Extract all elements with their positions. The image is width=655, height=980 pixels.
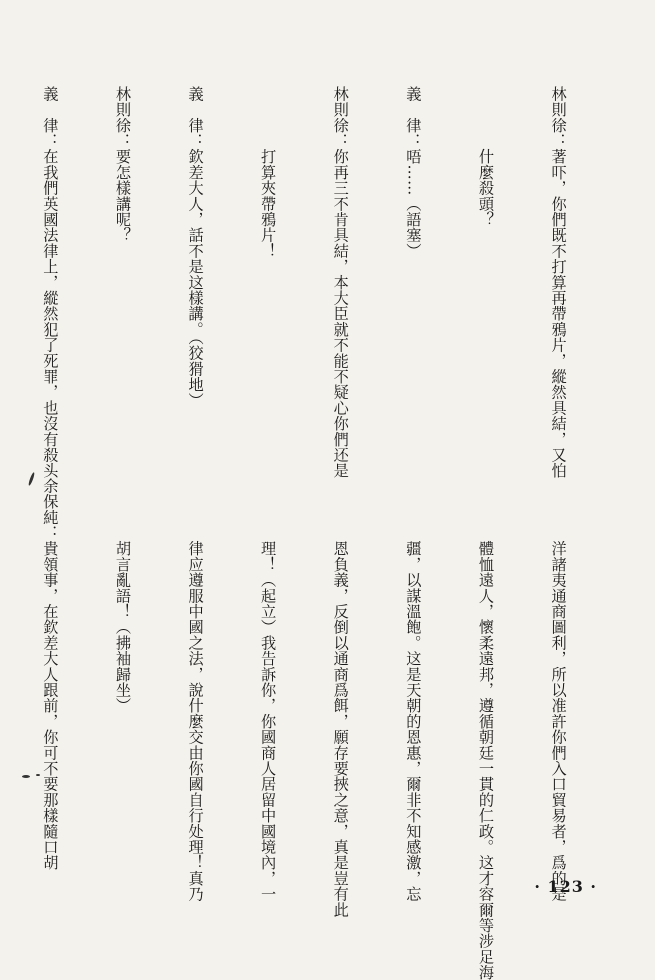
script-line: 義 律：欽差大人，話不是这樣講。（狡猾地） — [186, 86, 205, 409]
script-line: 義 律：唔……（語塞） — [404, 86, 423, 259]
script-line: 體恤遠人，懷柔遠邦，遵循朝廷一貫的仁政。这才容爾等涉足海 — [476, 478, 495, 980]
script-line: 林則徐：你再三不肯具結，本大臣就不能不疑心你們还是 — [331, 86, 350, 479]
scan-speck — [22, 775, 30, 778]
scan-speck — [36, 774, 40, 776]
script-line: 洋諸夷通商圖利，所以准許你們入口貿易者，爲的是 — [549, 478, 568, 902]
script-line: 恩負義，反倒以通商爲餌，願存要挾之意，真是豈有此 — [331, 478, 350, 918]
script-line: 打算夾帶鴉片！ — [259, 86, 278, 259]
script-line: 疆，以謀溫飽。这是天朝的恩惠，爾非不知感激，忘 — [404, 478, 423, 902]
script-line: 義 律：在我們英國法律上，縱然犯了死罪，也沒有殺头 — [41, 86, 60, 479]
script-line: 林則徐：著吓，你們既不打算再帶鴉片，縱然具結，又怕 — [549, 86, 568, 479]
page-number: · 123 · — [534, 877, 597, 896]
script-line: 胡言亂語！（拂袖歸坐） — [113, 478, 132, 714]
script-line: 理！（起立）我告訴你，你國商人居留中國境內，一 — [259, 478, 278, 902]
script-line: 什麼殺頭？ — [476, 86, 495, 228]
script-line: 林則徐：要怎樣講呢？ — [113, 86, 132, 243]
script-line: 余保純：貴領事，在欽差大人跟前，你可不要那樣隨口胡 — [41, 478, 60, 871]
upper-text-block — [0, 86, 619, 479]
script-line: 律应遵服中國之法，說什麼交由你國自行处理！真乃 — [186, 478, 205, 902]
